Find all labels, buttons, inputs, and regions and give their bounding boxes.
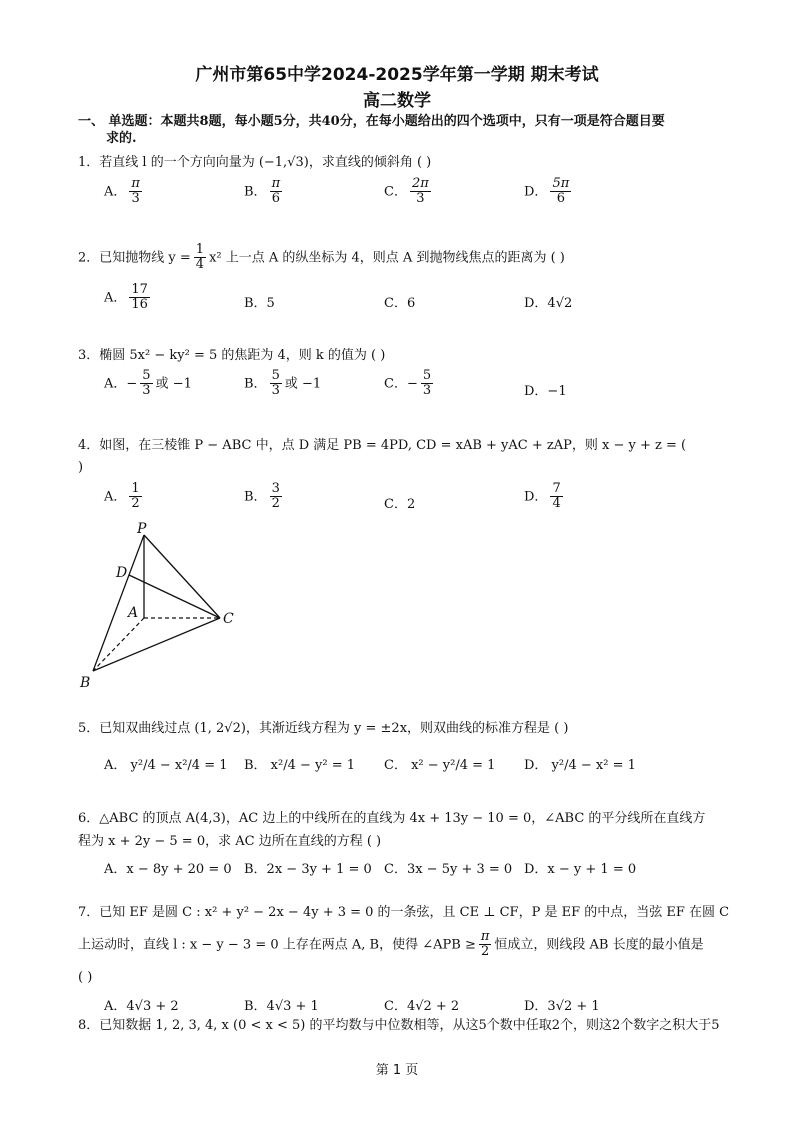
edge-pb bbox=[93, 535, 144, 671]
q3-option-d: D．−1 bbox=[524, 384, 567, 399]
label-b: B bbox=[80, 675, 91, 691]
q4-stem-cont: ) bbox=[78, 460, 84, 475]
q6-stem-cont: 程为 x + 2y − 5 = 0，求 AC 边所在直线的方程 ( ) bbox=[78, 834, 382, 849]
q1-option-d: D． $\frac{5\pi}{6}$ bbox=[524, 176, 570, 207]
label-a: A bbox=[128, 605, 139, 621]
q7-stem-cont: 上运动时，直线 l : x − y − 3 = 0 上存在两点 A, B，使得 ∠APB ≥ $\frac{\pi}{2}$ 恒成立，则线段 AB 长度的最小值是 bbox=[78, 929, 704, 960]
tetrahedron-figure bbox=[70, 515, 260, 695]
q4-option-d: D． $\frac{7}{4}$ bbox=[524, 481, 561, 512]
q6-option-d: D．x − y + 1 = 0 bbox=[524, 862, 637, 877]
q6-stem: 6．△ABC 的顶点 A(4,3)，AC 边上的中线所在的直线为 4x + 13y − 10 = 0，∠ABC 的平分线所在直线方 bbox=[78, 811, 706, 826]
q6-option-a: A．x − 8y + 20 = 0 bbox=[104, 862, 232, 877]
q3-option-a: A．− $\frac{5}{3}$ 或 −1 bbox=[104, 368, 192, 399]
q2-option-c: C．6 bbox=[384, 296, 416, 311]
q6-option-b: B．2x − 3y + 1 = 0 bbox=[244, 862, 372, 877]
page-number: 第 1 页 bbox=[375, 1063, 419, 1078]
q7-option-a: A．4√3 + 2 bbox=[104, 999, 179, 1014]
q7-stem: 7．已知 EF 是圆 C : x² + y² − 2x − 4y + 3 = 0 的一条弦，且 CE ⊥ CF，P 是 EF 的中点，当弦 EF 在圆 C bbox=[78, 905, 730, 920]
q2-stem: 2．已知抛物线 y = $\frac{1}{4}$ x² 上一点 A 的纵坐标为 4，则点 A 到抛物线焦点的距离为 ( ) bbox=[78, 242, 565, 273]
q7-stem-blank: ( ) bbox=[78, 970, 93, 985]
label-c: C bbox=[223, 611, 234, 627]
q4-option-b: B． $\frac{3}{2}$ bbox=[244, 481, 280, 512]
q1-option-b: B． $\frac{\pi}{6}$ bbox=[244, 176, 281, 207]
q7-option-b: B．4√3 + 1 bbox=[244, 999, 319, 1014]
label-d: D bbox=[116, 565, 128, 581]
q8-stem: 8．已知数据 1, 2, 3, 4, x (0 < x < 5) 的平均数与中位数相等，从这5个数中任取2个，则这2个数字之积大于5 bbox=[78, 1018, 720, 1033]
page-title: 广州市第65中学2024-2025学年第一学期 期末考试 bbox=[195, 65, 599, 85]
label-p: P bbox=[137, 521, 147, 537]
q1-stem: 1．若直线 l 的一个方向向量为 (−1,√3)，求直线的倾斜角 ( ) bbox=[78, 155, 432, 170]
q5-option-b: B． x²/4 − y² = 1 bbox=[244, 758, 356, 773]
q1-option-a: A． $\frac{\pi}{3}$ bbox=[104, 176, 140, 207]
q5-option-c: C． x² − y²/4 = 1 bbox=[384, 758, 496, 773]
section-heading-cont: 求的. bbox=[106, 131, 137, 146]
q3-option-c: C．− $\frac{5}{3}$ bbox=[384, 368, 432, 399]
q4-stem: 4．如图，在三棱锥 P − ABC 中，点 D 满足 PB = 4PD, CD = xAB + yAC + zAP，则 x − y + z = ( bbox=[78, 438, 687, 453]
edge-ab bbox=[93, 618, 144, 671]
q2-option-b: B．5 bbox=[244, 296, 275, 311]
q4-option-a: A． $\frac{1}{2}$ bbox=[104, 481, 140, 512]
q4-option-c: C．2 bbox=[384, 497, 416, 512]
section-heading: 一、 单选题：本题共8题，每小题5分，共40分，在每小题给出的四个选项中，只有一项是符合题目要 bbox=[78, 114, 665, 129]
q3-stem: 3．椭圆 5x² − ky² = 5 的焦距为 4，则 k 的值为 ( ) bbox=[78, 348, 386, 363]
q3-option-b: B． $\frac{5}{3}$ 或 −1 bbox=[244, 368, 322, 399]
q7-option-c: C．4√2 + 2 bbox=[384, 999, 460, 1014]
edge-pc bbox=[144, 535, 220, 618]
q1-option-c: C． $\frac{2\pi}{3}$ bbox=[384, 176, 429, 207]
q7-option-d: D．3√2 + 1 bbox=[524, 999, 600, 1014]
q6-option-c: C．3x − 5y + 3 = 0 bbox=[384, 862, 513, 877]
page-subtitle: 高二数学 bbox=[363, 91, 431, 111]
q5-stem: 5．已知双曲线过点 (1, 2√2)，其渐近线方程为 y = ±2x，则双曲线的标准方程是 ( ) bbox=[78, 721, 569, 736]
q5-option-d: D． y²/4 − x² = 1 bbox=[524, 758, 636, 773]
q5-option-a: A． y²/4 − x²/4 = 1 bbox=[104, 758, 228, 773]
q2-option-a: A． $\frac{17}{16}$ bbox=[104, 282, 148, 313]
segment-dc bbox=[129, 575, 220, 618]
q2-option-d: D．4√2 bbox=[524, 296, 573, 311]
edge-bc bbox=[93, 618, 220, 671]
